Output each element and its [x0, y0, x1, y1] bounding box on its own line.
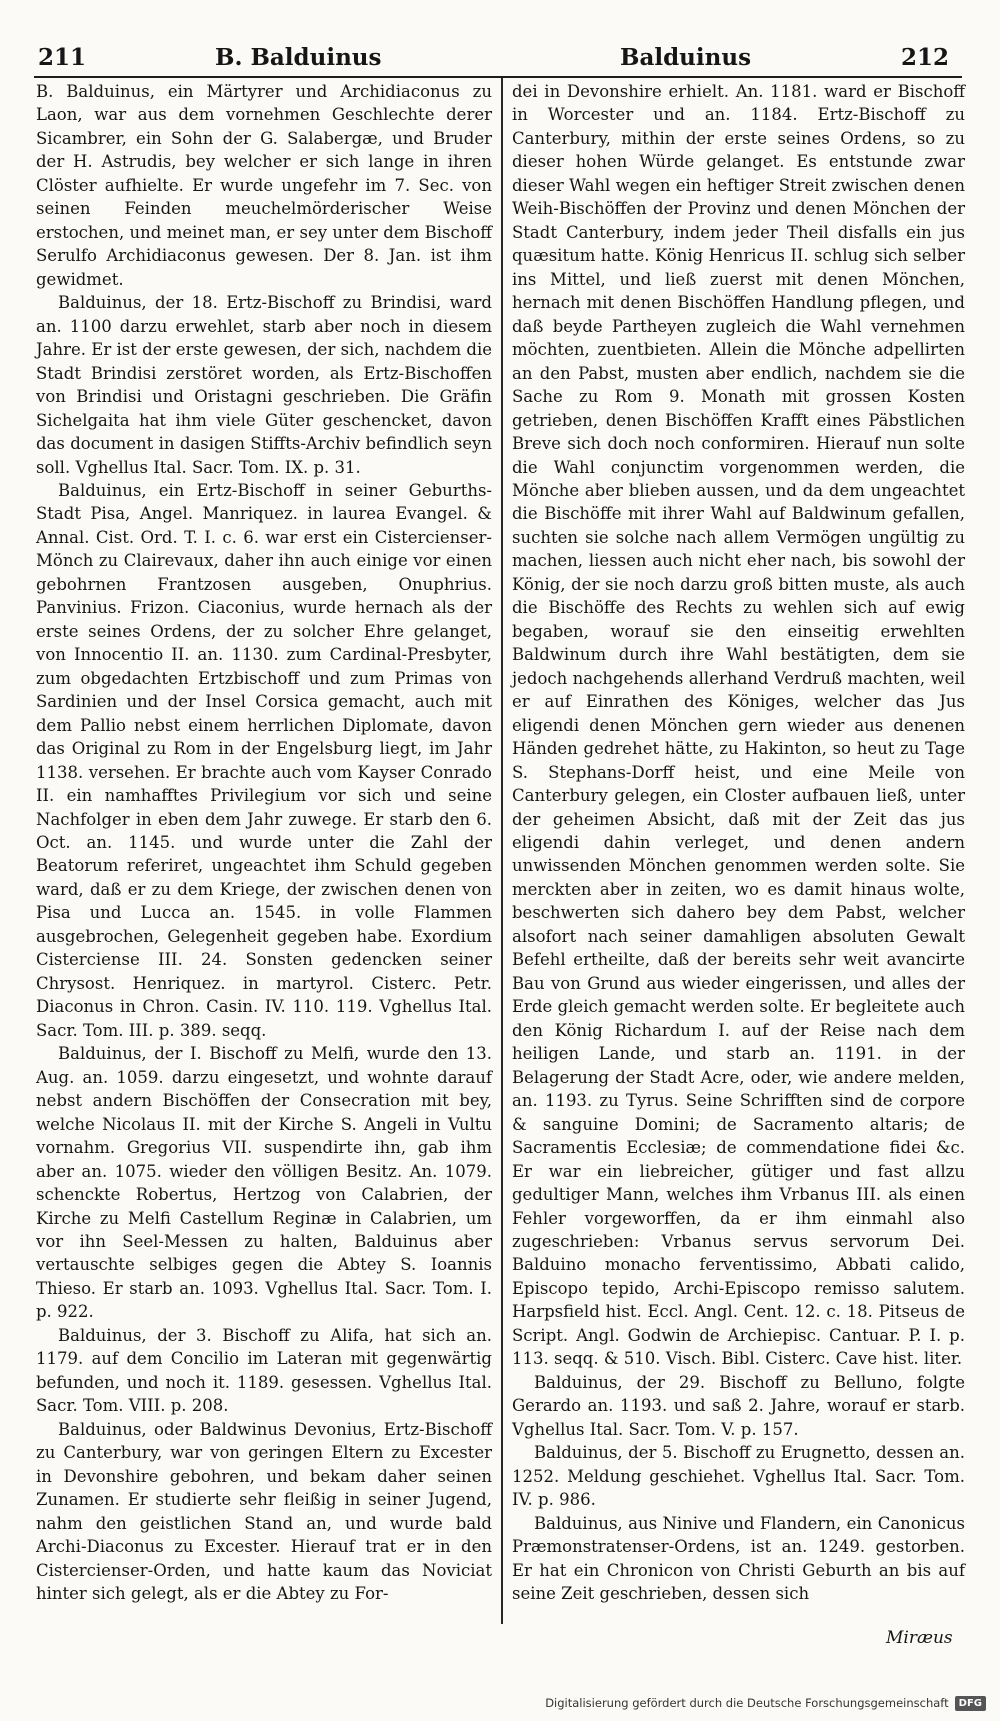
page-number-right: 212 — [901, 44, 950, 71]
footer-credit: Digitalisierung gefördert durch die Deutsche Forschungsgemeinschaft — [545, 1696, 949, 1710]
entry-paragraph: Balduinus, der I. Bischoff zu Melfi, wurde den 13. Aug. an. 1059. darzu eingesetzt, und wohnte darauf nebst andern Bischöffen der Consecration mit bey, welche Nicolaus II. mit der Kirche S. Angeli in Vultu vornahm. Gregorius VII. suspendirte ihn, gab ihm aber an. 1075. wieder den völligen Besitz. An. 1079. schenckte Robertus, Hertzog von Calabrien, der Kirche zu Melfi Castellum Reginæ in Calabrien, um vor ihn Seel-Messen zu halten, Balduinus aber vertauschte selbiges gegen die Abtey S. Ioannis Thieso. Er starb an. 1093. Vghellus Ital. Sacr. Tom. I. p. 922. — [36, 1044, 492, 1322]
entry-paragraph: B. Balduinus, ein Märtyrer und Archidiaconus zu Laon, war aus dem vornehmen Geschlechte derer Sicambrer, ein Sohn der G. Salabergæ, und Bruder der H. Astrudis, bey welcher er sich lange in ihren Clöster aufhielte. Er wurde ungefehr im 7. Sec. von seinen Feinden meuchelmörderischer Weise erstochen, und meinet man, er sey unter dem Bischoff Serulfo Archidiaconus gewesen. Der 8. Jan. ist ihm gewidmet. — [36, 82, 492, 289]
page-number-left: 211 — [38, 44, 87, 71]
entry-paragraph: Balduinus, oder Baldwinus Devonius, Ertz-Bischoff zu Canterbury, war von geringen Eltern zu Excester in Devonshire gebohren, und bekam daher seinen Zunamen. Er studierte sehr fleißig in seiner Jugend, nahm den geistlichen Stand an, und wurde bald Archi-Diaconus zu Excester. Hierauf trat er in den Cistercienser-Orden, und hatte kaum das Noviciat hinter sich gelegt, als er die Abtey zu For- — [36, 1419, 492, 1603]
entry-paragraph: Balduinus, der 18. Ertz-Bischoff zu Brindisi, ward an. 1100 darzu erwehlet, starb aber noch in diesem Jahre. Er ist der erste gewesen, der sich, nachdem die Stadt Brindisi zerstöret worden, als Ertz-Bischoffen von Brindisi und Oristagni geschrieben. Die Gräfin Sichelgaita hat ihm viele Güter geschencket, davon das document in dasigen Stiffts-Archiv befindlich seyn soll. Vghellus Ital. Sacr. Tom. IX. p. 31. — [36, 293, 492, 477]
entry-paragraph: Balduinus, der 3. Bischoff zu Alifa, hat sich an. 1179. auf dem Concilio im Lateran mit gegenwärtig befunden, und noch it. 1189. gesessen. Vghellus Ital. Sacr. Tom. VIII. p. 208. — [36, 1325, 492, 1416]
header-rule — [34, 76, 962, 78]
left-column — [36, 80, 492, 1605]
entry-paragraph: Balduinus, der 5. Bischoff zu Erugnetto, dessen an. 1252. Meldung geschiehet. Vghellus Ital. Sacr. Tom. IV. p. 986. — [512, 1443, 965, 1510]
running-head-right: Balduinus — [620, 44, 752, 71]
entry-paragraph: dei in Devonshire erhielt. An. 1181. ward er Bischoff in Worcester und an. 1184. Ertz-Bischoff zu Canterbury, mithin der erste seines Ordens, so zu dieser hohen Würde gelanget. Es entstunde zwar dieser Wahl wegen ein heftiger Streit zwischen denen Weih-Bischöffen der Provinz und denen Mönchen der Stadt Canterbury, indem jeder Theil disfalls ein jus quæsitum hatte. König Henricus II. schlug sich selber ins Mittel, und ließ zuerst mit denen Mönchen, hernach mit denen Bischöffen Handlung pflegen, und daß beyde Partheyen zugleich die Wahl vernehmen möchten, zuentbieten. Allein die Mönche adpellirten an den Pabst, musten aber endlich, nachdem sie die Sache zu Rom 9. Monath mit grossen Kosten getrieben, denen Bischöffen Krafft eines Päbstlichen Breve sich doch noch conformiren. Hierauf nun solte die Wahl conjunctim vorgenommen werden, die Mönche aber blieben aussen, und da dem ungeachtet die Bischöffe mit ihrer Wahl auf Baldwinum gefallen, suchten sie solche nach allem Vermögen ungültig zu machen, liessen auch nicht eher nach, bis sowohl der König, der sie noch darzu groß bitten muste, als auch die Bischöffe des Rechts zu wehlen sich auf ewig begaben, worauf sie den einseitig erwehlten Baldwinum durch ihre Wahl bestätigten, dem sie jedoch nachgehends allerhand Verdruß machten, weil er auf Einrathen des Königes, welcher das Jus eligendi denen Mönchen gern wieder aus denenen Händen gedrehet hätte, zu Hakinton, so heut zu Tage S. Stephans-Dorff heist, und eine Meile von Canterbury gelegen, ein Closter aufbauen ließ, unter der geheimen Absicht, daß mit der Zeit das jus eligendi dahin verleget, und denen andern unwissenden Mönchen genommen werden solte. Sie merckten aber in zeiten, wo es damit hinaus wolte, beschwerten sich dahero bey dem Pabst, welcher alsofort nach seiner damahligen absoluten Gewalt Befehl ertheilte, daß der bereits sehr weit avancirte Bau von Grund aus wieder eingerissen, und alles der Erde gleich gemacht werden solte. Er begleitete auch den König Richardum I. auf der Reise nach dem heiligen Lande, und starb an. 1191. in der Belagerung der Stadt Acre, oder, wie andere melden, an. 1193. zu Tyrus. Seine Schrifften sind de corpore & sanguine Domini; de Sacramento altaris; de Sacramentis Ecclesiæ; de commendatione fidei &c. Er war ein liebreicher, gütiger und fast allzu gedultiger Mann, welches ihm Vrbanus III. als einen Fehler vorgeworffen, da er ihm einmahl also zugeschrieben: Vrbanus servus servorum Dei. Balduino monacho ferventissimo, Abbati calido, Episcopo tepido, Archi-Episcopo remisso salutem. Harpsfield hist. Eccl. Angl. Cent. 12. c. 18. Pitseus de Script. Angl. Godwin de Archiepisc. Cantuar. P. I. p. 113. seqq. & 510. Visch. Bibl. Cisterc. Cave hist. liter. — [512, 82, 965, 1369]
entry-paragraph: Balduinus, der 29. Bischoff zu Belluno, folgte Gerardo an. 1193. und saß 2. Jahre, worauf er starb. Vghellus Ital. Sacr. Tom. V. p. 157. — [512, 1372, 965, 1439]
catchword: Miræus — [886, 1628, 953, 1648]
entry-paragraph: Balduinus, aus Ninive und Flandern, ein Canonicus Præmonstratenser-Ordens, ist an. 1249. gestorben. Er hat ein Chronicon von Christi Geburth an bis auf seine Zeit geschrieben, dessen sich — [512, 1513, 965, 1603]
running-head-left: B. Balduinus — [215, 44, 382, 71]
column-divider — [501, 78, 503, 1624]
entry-paragraph: Balduinus, ein Ertz-Bischoff in seiner Geburths-Stadt Pisa, Angel. Manriquez. in laurea Evangel. & Annal. Cist. Ord. T. I. c. 6. war erst ein Cistercienser-Mönch zu Clairevaux, daher ihn auch einige vor einen gebohrnen Frantzosen ausgeben, Onuphrius. Panvinius. Frizon. Ciaconius, wurde hernach als der erste seines Ordens, der zu solcher Ehre gelanget, von Innocentio II. an. 1130. zum Cardinal-Presbyter, zum obgedachten Ertzbischoff und zum Primas von Sardinien und der Insel Corsica gemacht, auch mit dem Pallio nebst einem herrlichen Diplomate, davon das Original zu Rom in der Engelsburg liegt, im Jahr 1138. versehen. Er brachte auch vom Kayser Conrado II. ein namhafftes Privilegium vor sich und seine Nachfolger in eben dem Jahr zuwege. Er starb den 6. Oct. an. 1145. und wurde unter die Zahl der Beatorum referiret, ungeachtet ihm Schuld gegeben ward, daß er zu dem Kriege, der zwischen denen von Pisa und Lucca an. 1545. in volle Flammen ausgebrochen, Gelegenheit gegeben habe. Exordium Cisterciense III. 24. Sonsten gedencken seiner Chrysost. Henriquez. in martyrol. Cisterc. Petr. Diaconus in Chron. Casin. IV. 110. 119. Vghellus Ital. Sacr. Tom. III. p. 389. seqq. — [36, 480, 492, 1040]
right-column — [512, 80, 965, 1605]
digitization-footer — [545, 1693, 986, 1713]
dfg-logo: DFG — [955, 1696, 986, 1711]
